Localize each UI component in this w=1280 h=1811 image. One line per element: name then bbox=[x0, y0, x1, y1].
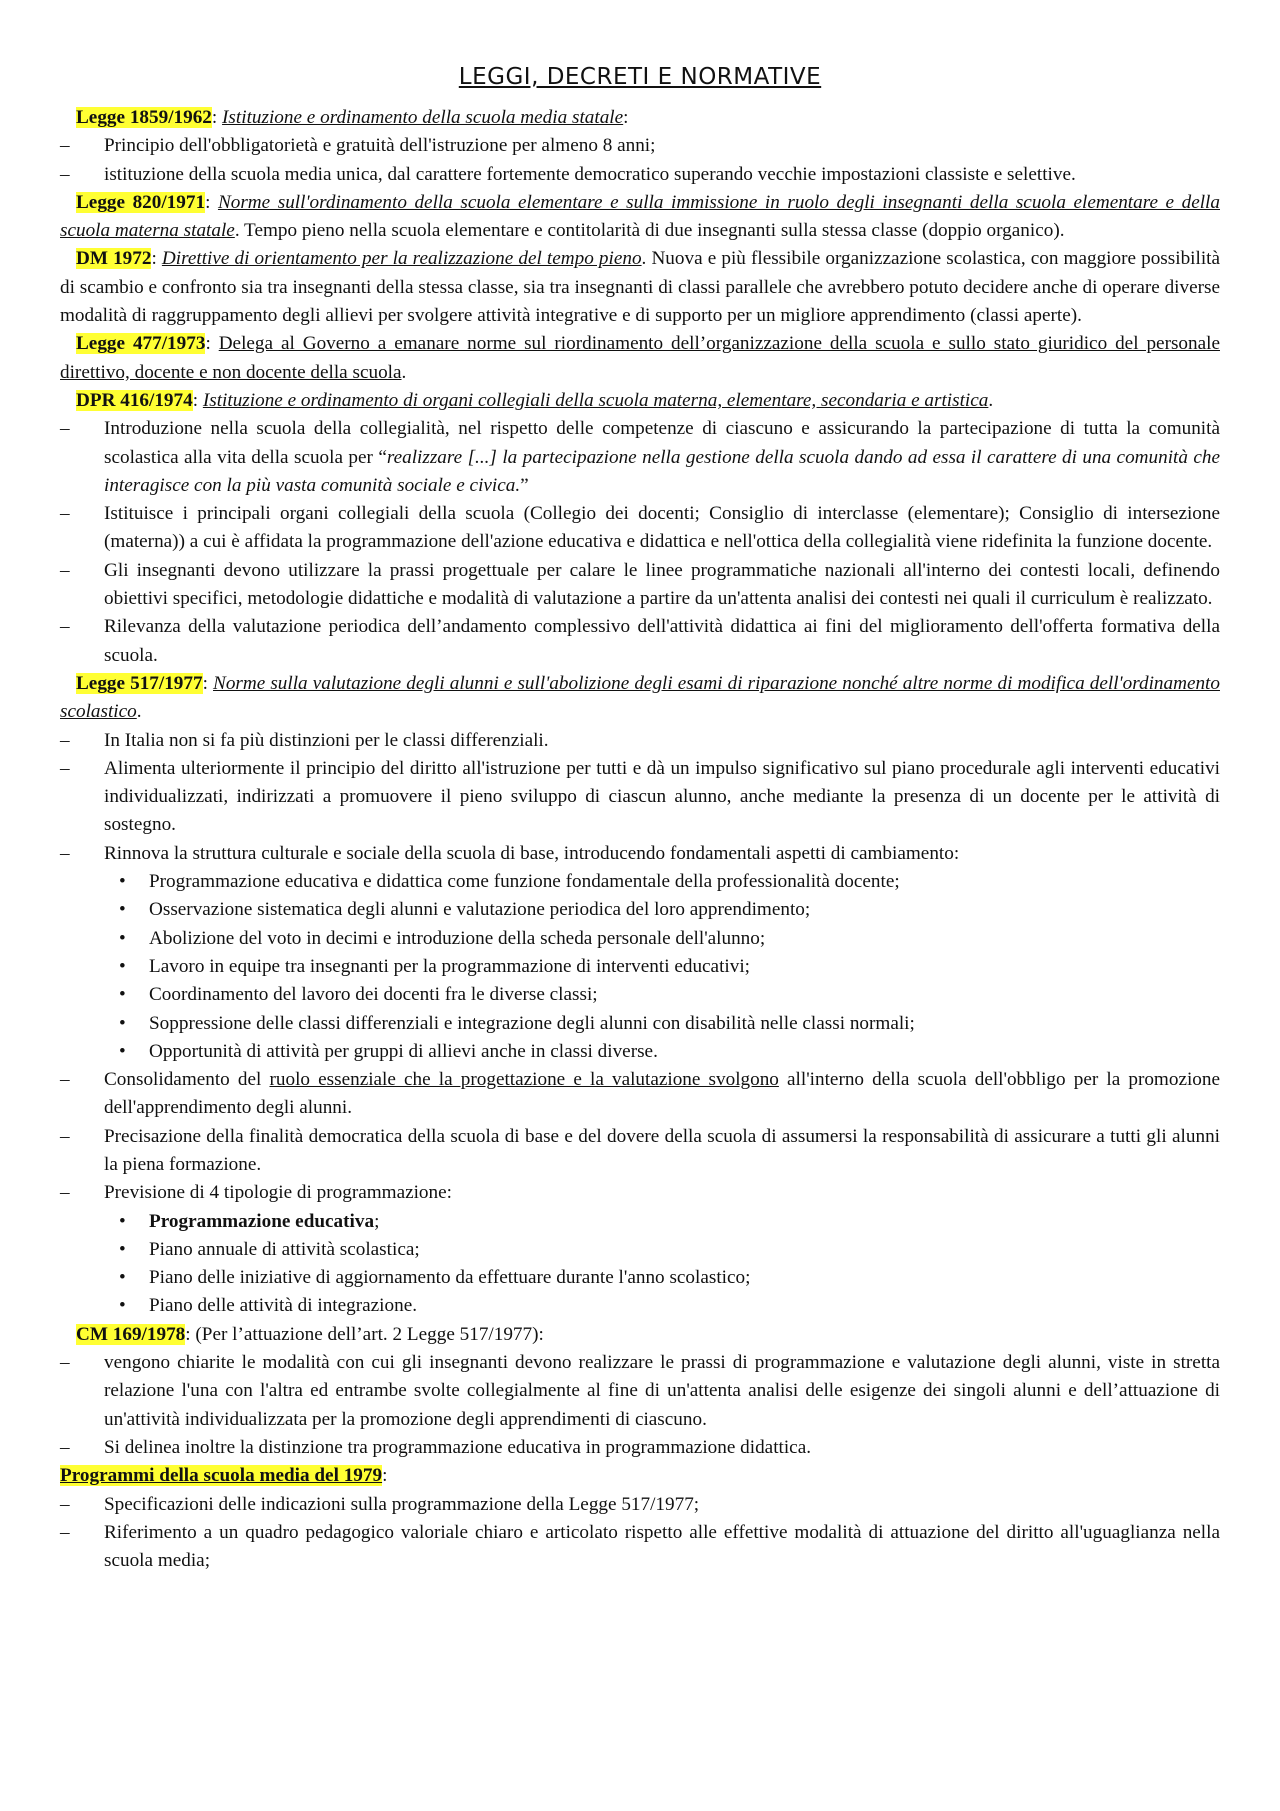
section-list bbox=[60, 1349, 1220, 1462]
section-programmi-1979: Programmi della scuola media del 1979: bbox=[60, 1465, 388, 1487]
list-item: – Riferimento a un quadro pedagogico valoriale chiaro e articolato rispetto alle effettive modalità di attuazione del diritto all'uguaglianza nella scuola media; bbox=[104, 1519, 1220, 1576]
law-code: Programmi della scuola media del 1979 bbox=[60, 1465, 383, 1487]
section-legge-517-1977: Legge 517/1977: Norme sulla valutazione degli alunni e sull'abolizione degli esami di riparazione nonché altre norme di modifica dell'ordinamento scolastico. bbox=[60, 672, 1220, 723]
section-legge-1859-1962: Legge 1859/1962: Istituzione e ordinamento della scuola media statale: bbox=[76, 107, 629, 128]
list-item: – In Italia non si fa più distinzioni per le classi differenziali. bbox=[104, 727, 1220, 755]
bullet-item: • Piano delle iniziative di aggiornamento da effettuare durante l'anno scolastico; bbox=[149, 1264, 1220, 1292]
bullet-item: • Abolizione del voto in decimi e introduzione della scheda personale dell'alunno; bbox=[149, 925, 1220, 953]
law-code: Legge 1859/1962 bbox=[76, 107, 212, 128]
list-item: – Principio dell'obbligatorietà e gratuità dell'istruzione per almeno 8 anni; bbox=[104, 132, 1220, 160]
law-code: CM 169/1978 bbox=[76, 1323, 186, 1345]
list-item: – istituzione della scuola media unica, dal carattere fortemente democratico superando vecchie impostazioni classiste e selettive. bbox=[104, 161, 1220, 189]
section-legge-820-1971: Legge 820/1971: Norme sull'ordinamento della scuola elementare e sulla immissione in ruolo degli insegnanti della scuola elementare e della scuola materna statale. Tempo pieno nella scuola elementare e contitolarità di due insegnanti sulla stessa classe (doppio organico). bbox=[60, 191, 1220, 242]
bullet-item: • Opportunità di attività per gruppi di allievi anche in classi diverse. bbox=[149, 1038, 1220, 1066]
page-title: LEGGI, DECRETI E NORMATIVE bbox=[458, 64, 822, 90]
bullet-list bbox=[104, 868, 1220, 1066]
section-list bbox=[60, 132, 1220, 189]
list-item: – vengono chiarite le modalità con cui gli insegnanti devono realizzare le prassi di programmazione e valutazione degli alunni, viste in stretta relazione l'una con l'altra ed entrambe svolte collegialmente al fine di un'attenta analisi delle esigenze dei singoli alunni e dell’attuazione di un'attività individualizzata per la promozione degli apprendimenti di ciascuno. bbox=[104, 1349, 1220, 1434]
law-code: DM 1972 bbox=[76, 248, 152, 270]
list-item: – Gli insegnanti devono utilizzare la prassi progettuale per calare le linee programmatiche nazionali all'interno dei contesti locali, definendo obiettivi specifici, metodologie didattiche e modalità di valutazione a partire da un'attenta analisi dei contesti nei quali il curriculum è realizzato. bbox=[104, 557, 1220, 614]
list-item: – Previsione di 4 tipologie di programmazione: • Programmazione educativa; • Piano annuale di attività scolastica; • Piano delle iniziative di aggiornamento da effettuare durante l'anno scolastico; • Piano delle attività di integrazione. bbox=[104, 1179, 1220, 1320]
law-code: Legge 820/1971 bbox=[76, 191, 206, 213]
list-item: – Precisazione della finalità democratica della scuola di base e del dovere della scuola di assumersi la responsabilità di assicurare a tutti gli alunni la piena formazione. bbox=[104, 1123, 1220, 1180]
bullet-item: • Programmazione educativa; bbox=[149, 1208, 1220, 1236]
bullet-item: • Lavoro in equipe tra insegnanti per la programmazione di interventi educativi; bbox=[149, 953, 1220, 981]
bullet-item: • Programmazione educativa e didattica come funzione fondamentale della professionalità docente; bbox=[149, 868, 1220, 896]
law-title: Delega al Governo a emanare norme sul riordinamento dell’organizzazione della scuola e sullo stato giuridico del personale direttivo, docente e non docente della scuola bbox=[60, 333, 1220, 383]
list-item: – Alimenta ulteriormente il principio del diritto all'istruzione per tutti e dà un impulso significativo sul piano procedurale agli interventi educativi individualizzati, indirizzati a promuovere il pieno sviluppo di ciascun alunno, anche mediante la presenza di un docente per le attività di sostegno. bbox=[104, 755, 1220, 840]
section-dm-1972: DM 1972: Direttive di orientamento per la realizzazione del tempo pieno. Nuova e più flessibile organizzazione scolastica, con maggiore possibilità di scambio e confronto sia tra insegnanti della stessa classe, sia tra insegnanti di classi parallele che avrebbero potuto decidere anche di operare diverse modalità di raggruppamento degli allievi per svolgere attività integrative e di supporto per un migliore apprendimento (classi aperte). bbox=[60, 248, 1221, 327]
law-title: Norme sulla valutazione degli alunni e sull'abolizione degli esami di riparazione nonché altre norme di modifica dell'ordinamento scolastico bbox=[60, 672, 1220, 723]
law-code: DPR 416/1974 bbox=[76, 389, 193, 411]
law-code: Legge 477/1973 bbox=[76, 333, 206, 355]
section-dpr-416-1974: DPR 416/1974: Istituzione e ordinamento di organi collegiali della scuola materna, elementare, secondaria e artistica. bbox=[76, 389, 994, 411]
law-title: Norme sull'ordinamento della scuola elementare e sulla immissione in ruolo degli insegnanti della scuola elementare e della scuola materna statale bbox=[60, 191, 1220, 242]
bullet-item: • Soppressione delle classi differenziali e integrazione degli alunni con disabilità nelle classi normali; bbox=[149, 1010, 1220, 1038]
list-item: – Introduzione nella scuola della collegialità, nel rispetto delle competenze di ciascuno e assicurando la partecipazione di tutta la comunità scolastica alla vita della scuola per “realizzare [...] la partecipazione nella gestione della scuola dando ad essa il carattere di una comunità che interagisce con la più vasta comunità sociale e civica.” bbox=[104, 415, 1220, 500]
list-item: – Rinnova la struttura culturale e sociale della scuola di base, introducendo fondamentali aspetti di cambiamento: • Programmazione educativa e didattica come funzione fondamentale della professionalità docente; • Osservazione sistematica degli alunni e valutazione periodica del loro apprendimento; • Abolizione del voto in decimi e introduzione della scheda personale dell'alunno; • Lavoro in equipe tra insegnanti per la programmazione di interventi educativi; • Coordinamento del lavoro dei docenti fra le diverse classi; • Soppressione delle classi differenziali e integrazione degli alunni con disabilità nelle classi normali; • Opportunità di attività per gruppi di allievi anche in classi diverse. bbox=[104, 840, 1220, 1066]
section-legge-477-1973: Legge 477/1973: Delega al Governo a emanare norme sul riordinamento dell’organizzazione della scuola e sullo stato giuridico del personale direttivo, docente e non docente della scuola. bbox=[60, 333, 1220, 383]
quote: realizzare [...] la partecipazione nella gestione della scuola dando ad essa il carattere di una comunità che interagisce con la più vasta comunità sociale e civica. bbox=[104, 446, 1221, 496]
law-title: Istituzione e ordinamento della scuola media statale bbox=[222, 107, 624, 128]
law-code: Legge 517/1977 bbox=[76, 672, 203, 694]
section-list bbox=[60, 727, 1220, 1321]
bullet-item: • Piano annuale di attività scolastica; bbox=[149, 1236, 1220, 1264]
list-item: – Si delinea inoltre la distinzione tra programmazione educativa in programmazione didattica. bbox=[104, 1434, 1220, 1462]
section-cm-169-1978: CM 169/1978: (Per l’attuazione dell’art. 2 Legge 517/1977): bbox=[76, 1323, 544, 1345]
law-title: Istituzione e ordinamento di organi collegiali della scuola materna, elementare, secondaria e artistica bbox=[202, 389, 989, 411]
section-list bbox=[60, 415, 1220, 670]
law-title: Direttive di orientamento per la realizzazione del tempo pieno bbox=[161, 248, 642, 270]
section-list bbox=[60, 1491, 1220, 1576]
bullet-item: • Osservazione sistematica degli alunni e valutazione periodica del loro apprendimento; bbox=[149, 896, 1220, 924]
list-item: – Consolidamento del ruolo essenziale che la progettazione e la valutazione svolgono all'interno della scuola dell'obbligo per la promozione dell'apprendimento degli alunni. bbox=[104, 1066, 1220, 1123]
list-item: – Rilevanza della valutazione periodica dell’andamento complessivo dell'attività didattica ai fini del miglioramento dell'offerta formativa della scuola. bbox=[104, 613, 1220, 670]
bullet-item: • Piano delle attività di integrazione. bbox=[149, 1292, 1220, 1320]
list-item: – Istituisce i principali organi collegiali della scuola (Collegio dei docenti; Consiglio di interclasse (elementare); Consiglio di intersezione (materna)) a cui è affidata la programmazione dell'azione educativa e didattica e nell'ottica della collegialità viene ridefinita la funzione docente. bbox=[104, 500, 1220, 557]
bullet-list bbox=[104, 1208, 1220, 1321]
list-item: – Specificazioni delle indicazioni sulla programmazione della Legge 517/1977; bbox=[104, 1491, 1220, 1519]
bullet-item: • Coordinamento del lavoro dei docenti fra le diverse classi; bbox=[149, 981, 1220, 1009]
